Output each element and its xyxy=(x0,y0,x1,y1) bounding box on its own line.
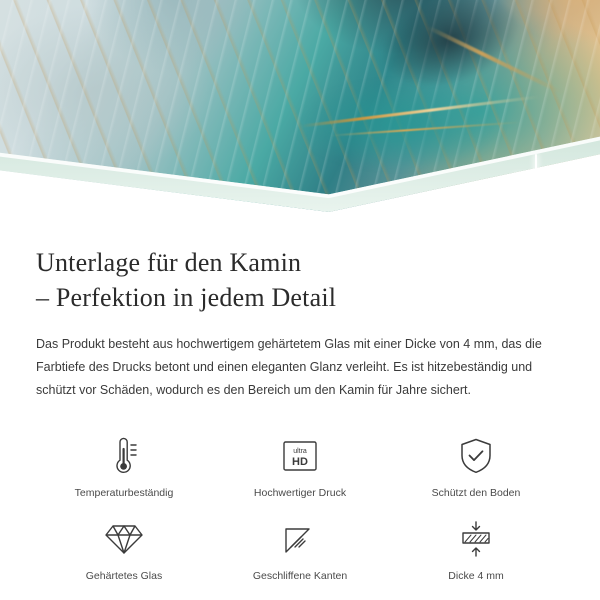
thermometer-icon xyxy=(101,433,147,479)
feature-label: Gehärtetes Glas xyxy=(85,570,163,583)
body-paragraph: Das Produkt besteht aus hochwertigem gehärtetem Glas mit einer Dicke von 4 mm, das die Farbtiefe des Drucks betont und einen eleganten Glanz verleiht. Es ist hitzebeständig und schützt vor Schäden, wodurch es den Bereich um den Kamin für Jahre sichert. xyxy=(36,337,542,398)
feature-item-thickness xyxy=(388,512,564,584)
page-title-line-2: – Perfektion in jedem Detail xyxy=(36,282,337,312)
ultra-hd-icon xyxy=(277,433,323,479)
feature-item-temperature xyxy=(36,429,212,501)
feature-item-polished-edges xyxy=(212,512,388,584)
feature-label: Temperaturbeständig xyxy=(74,486,174,499)
page-title-line-1: Unterlage für den Kamin xyxy=(36,248,302,277)
feature-label: Geschliffene Kanten xyxy=(252,570,348,583)
feature-label: Dicke 4 mm xyxy=(448,570,504,583)
feature-label: Hochwertiger Druck xyxy=(253,486,347,499)
feature-grid xyxy=(36,429,564,584)
feature-item-tempered-glass xyxy=(36,512,212,584)
svg-text:ultra: ultra xyxy=(293,447,307,455)
polished-edges-icon xyxy=(277,516,323,562)
thickness-arrows-icon xyxy=(453,516,499,562)
feature-item-floor-protection xyxy=(388,429,564,501)
shield-check-icon xyxy=(453,433,499,479)
content-section xyxy=(0,246,600,584)
sparkle-small-icon xyxy=(546,170,576,200)
feature-item-print-quality xyxy=(212,429,388,501)
diamond-icon xyxy=(101,516,147,562)
hero-image xyxy=(0,0,600,222)
svg-text:HD: HD xyxy=(292,455,308,468)
page-title xyxy=(36,246,564,315)
hero-image-inner xyxy=(0,0,600,222)
feature-label: Schützt den Boden xyxy=(431,486,521,499)
